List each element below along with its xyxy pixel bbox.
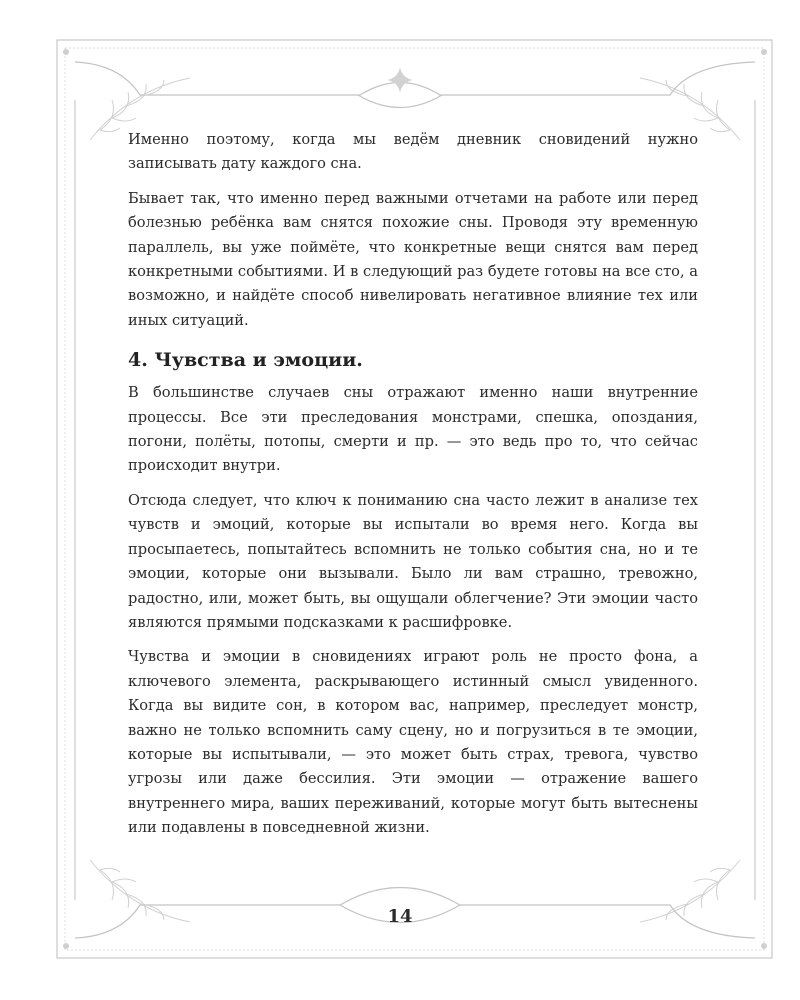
corner-dot-top-left [63,49,69,55]
page-number: 14 [387,906,413,927]
corner-dot-top-right [761,49,767,55]
star-ornament-icon [387,67,413,93]
corner-dot-bottom-right [761,943,767,949]
top-center-arch [358,95,442,108]
paragraph-2: Бывает так, что именно перед важными отчетами на работе или перед болезнью ребёнка вам снятся похожие сны. Проводя эту временную параллель, вы уже поймёте, что конкретные вещи снятся вам перед конкретными событиями. И в следующий раз будете готовы на все сто, а возможно, и найдёте способ нивелировать негативное влияние тех или иных ситуаций. [128,189,698,329]
paragraph-1: Именно поэтому, когда мы ведём дневник сновидений нужно записывать дату каждого сна. [128,131,698,173]
section-heading: 4. Чувства и эмоции. [128,349,363,372]
corner-dot-bottom-left [63,943,69,949]
top-arch-line [75,62,755,95]
page-text [128,128,698,851]
paragraph-3: В большинстве случаев сны отражают именно наши внутренние процессы. Все эти преследования монстрами, спешка, опоздания, погони, полёты, потопы, смерти и пр. — это ведь про то, что сейчас происходит внутри. [128,384,698,475]
paragraph-4: Отсюда следует, что ключ к пониманию сна часто лежит в анализе тех чувств и эмоций, которые вы испытали во время него. Когда вы просыпаетесь, попытайтесь вспомнить не только события сна, но и те эмоции, которые они вызывали. Было ли вам страшно, тревожно, радостно, или, может быть, вы ощущали облегчение? Эти эмоции часто являются прямыми подсказками к расшифровке. [128,491,698,631]
paragraph-5: Чувства и эмоции в сновидениях играют роль не просто фона, а ключевого элемента, раскрывающего истинный смысл увиденного. Когда вы видите сон, в котором вас, например, преследует монстр, важно не только вспомнить саму сцену, но и погрузиться в те эмоции, которые вы испытывали, — это может быть страх, тревога, чувство угрозы или даже бессилия. Эти эмоции — отражение вашего внутреннего мира, ваших переживаний, которые могут быть вытеснены или подавлены в повседневной жизни. [128,648,698,837]
